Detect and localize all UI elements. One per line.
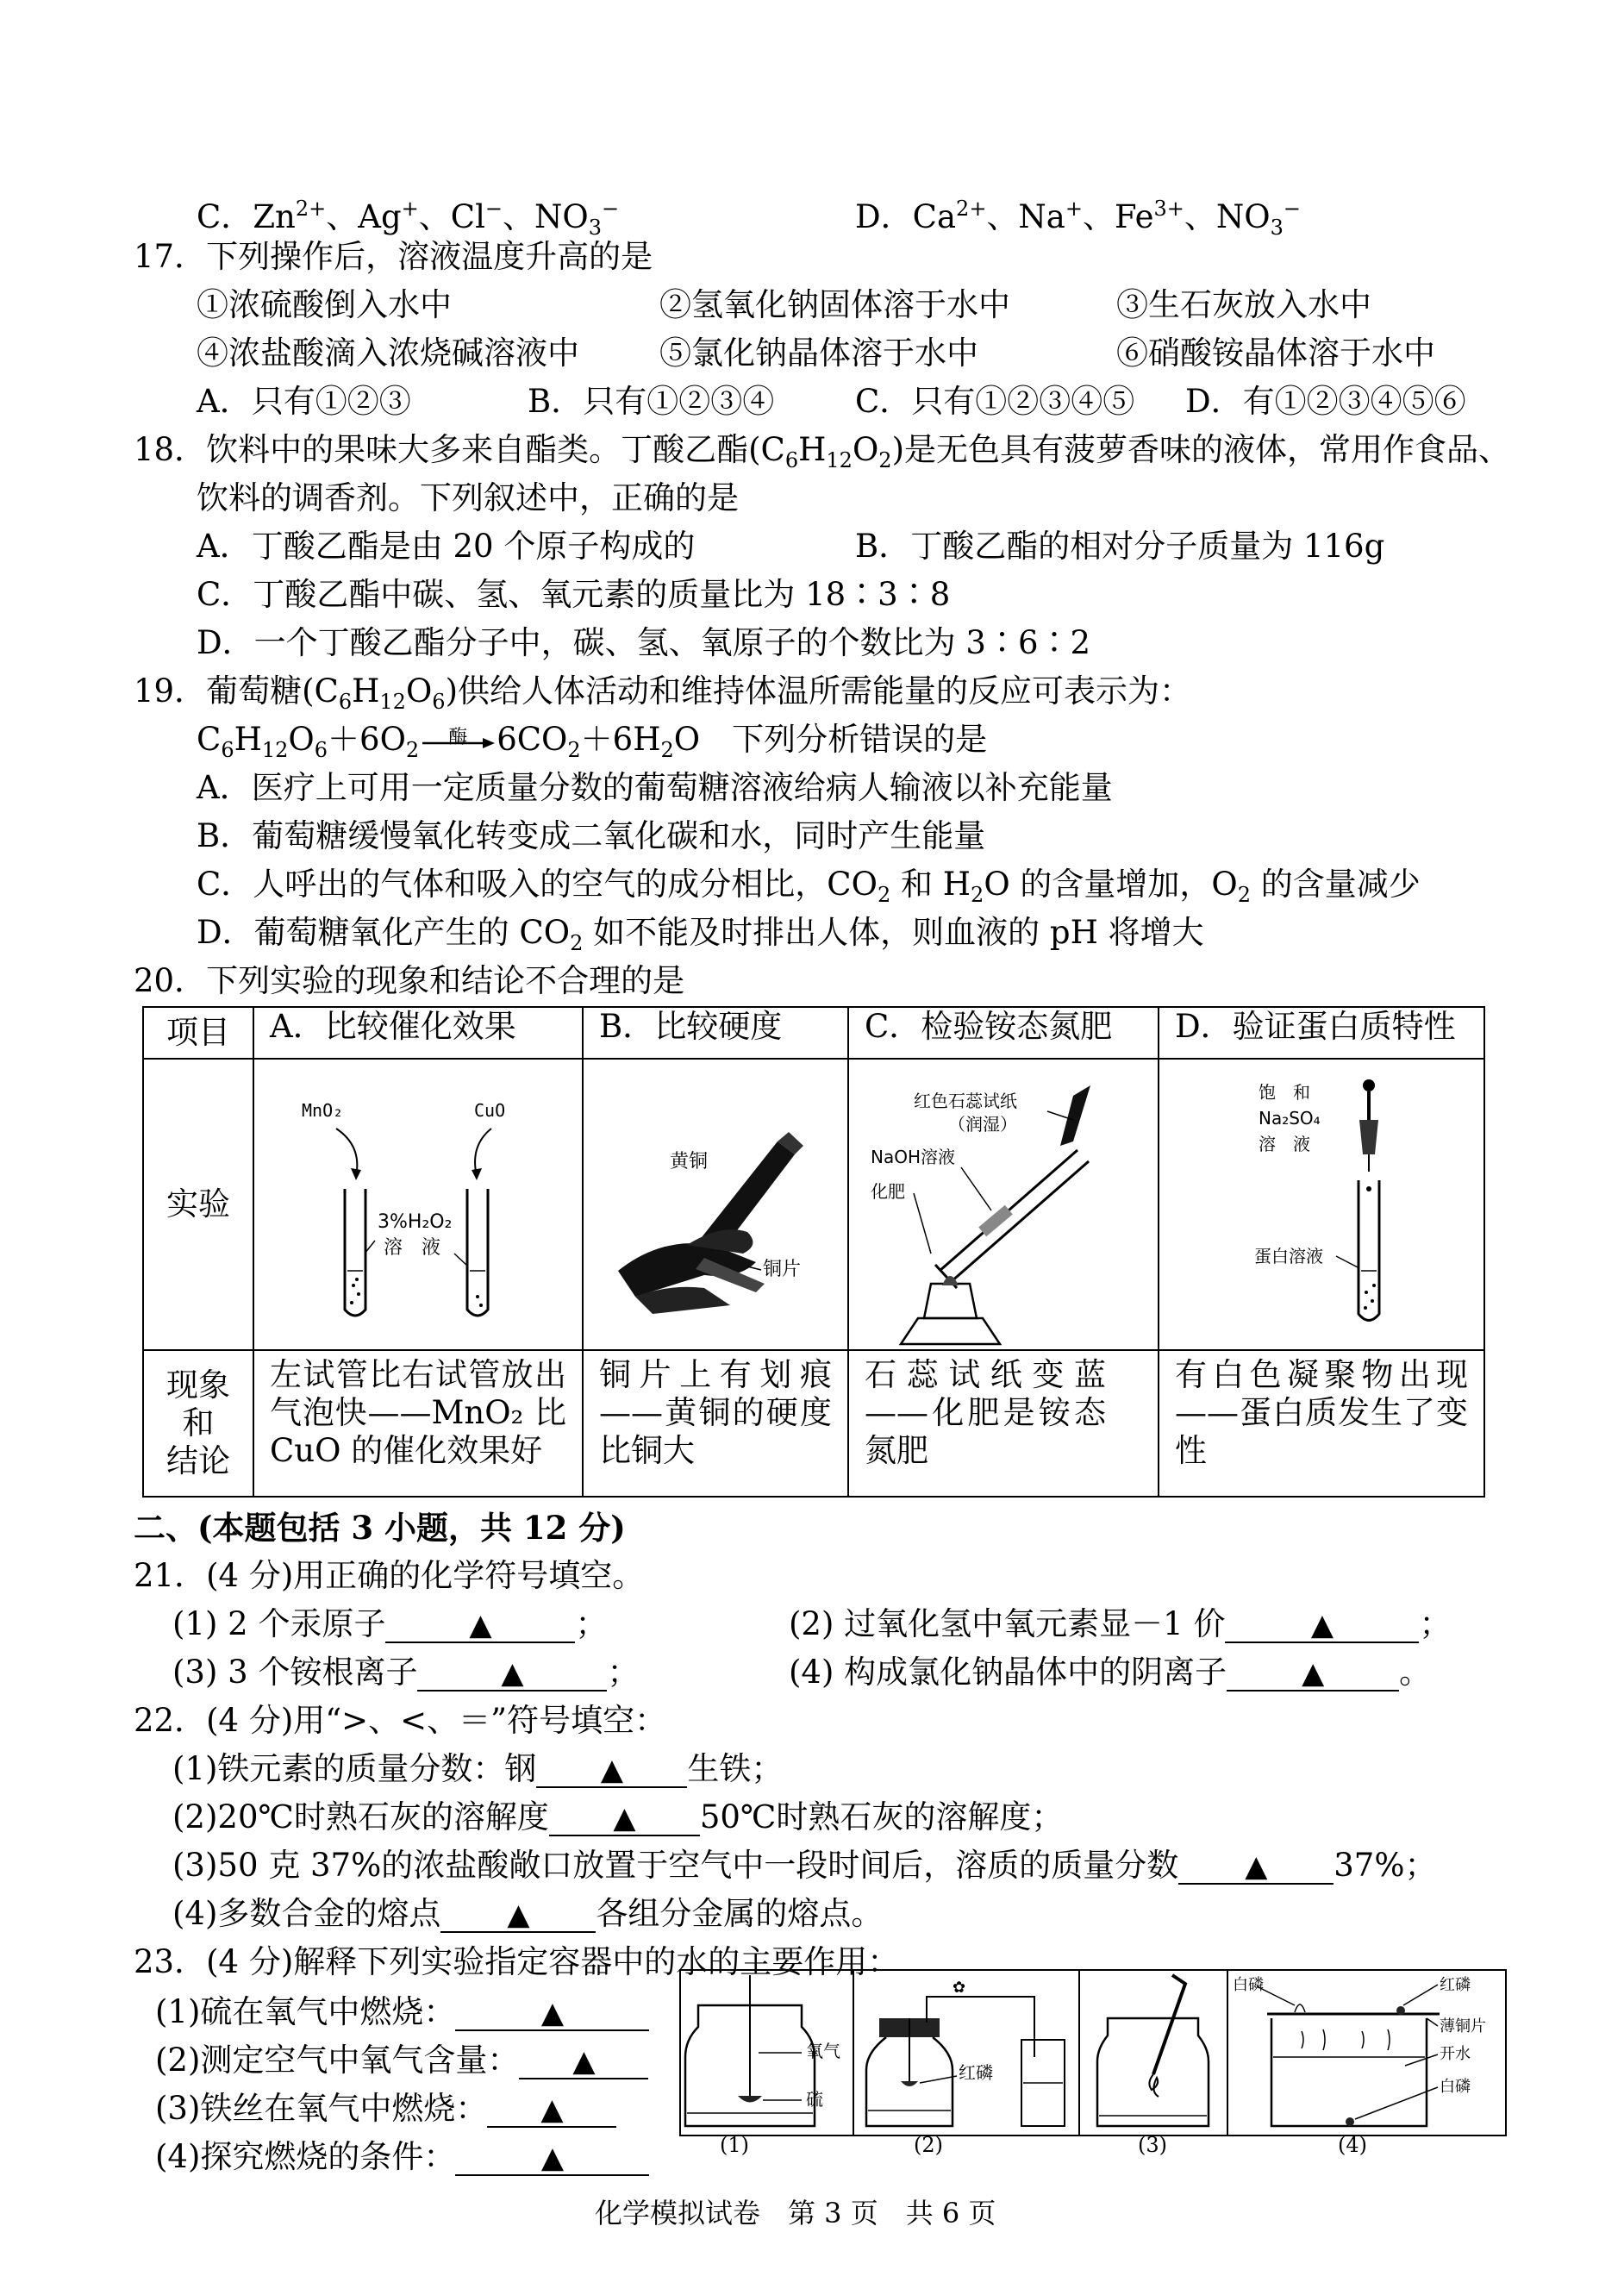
svg-text:黄铜: 黄铜: [670, 1151, 709, 1173]
q23-blank-1[interactable]: ▲: [455, 1995, 649, 2031]
q17-item-3: ③生石灰放入水中: [1116, 286, 1371, 323]
q17-stem: 17．下列操作后，溶液温度升高的是: [134, 238, 653, 275]
catalyst-test-tubes-figure: [254, 1060, 580, 1348]
q20-figure-d: [1159, 1059, 1484, 1350]
q22-blank-1[interactable]: ▲: [536, 1752, 687, 1788]
q18-option-d: D．一个丁酸乙酯分子中，碳、氢、氧原子的个数比为 3∶6∶2: [197, 624, 1091, 661]
q23-item-3: (3)铁丝在氧气中燃烧： ▲: [155, 2090, 616, 2128]
q21-item-4: (4) 构成氯化钠晶体中的阴离子 ▲ 。: [789, 1654, 1432, 1691]
svg-text:（润湿）: （润湿）: [948, 1114, 1017, 1135]
section-2-title: 二、(本题包括 3 小题，共 12 分): [134, 1509, 626, 1547]
q22-blank-4[interactable]: ▲: [440, 1897, 596, 1933]
q17-option-b: B．只有①②③④: [528, 383, 775, 420]
q20-row-experiment-label: 实验: [143, 1059, 253, 1350]
svg-text:薄铜片: 薄铜片: [1440, 2017, 1486, 2035]
q18-option-a: A．丁酸乙酯是由 20 个原子构成的: [197, 528, 696, 565]
q23-caption-2: (2): [914, 2133, 943, 2157]
q22-blank-2[interactable]: ▲: [549, 1800, 700, 1836]
q17-item-6: ⑥硝酸铵晶体溶于水中: [1116, 335, 1435, 372]
q20-conclusion-b: 铜片上有划痕——黄铜的硬度比铜大: [583, 1350, 848, 1497]
q23-stem: 23．(4 分)解释下列实验指定容器中的水的主要作用：: [134, 1943, 900, 1980]
q20-stem: 20．下列实验的现象和结论不合理的是: [134, 962, 685, 999]
q19-stem: 19．葡萄糖$(C_6H_{12}O_6)$供给人体活动和维持体温所需能量的反应可表示为：: [134, 672, 1192, 714]
q17-item-1: ①浓硫酸倒入水中: [197, 286, 452, 323]
q22-item-1: (1)铁元素的质量分数：钢 ▲ 生铁；: [172, 1750, 784, 1787]
q19-option-b: B．葡萄糖缓慢氧化转变成二氧化碳和水，同时产生能量: [197, 817, 986, 854]
svg-text:白磷: 白磷: [1440, 2078, 1471, 2096]
q18-option-c: C．丁酸乙酯中碳、氢、氧元素的质量比为 18∶3∶8: [197, 576, 951, 613]
svg-text:化肥: 化肥: [871, 1181, 905, 1202]
q19-option-a: A．医疗上可用一定质量分数的葡萄糖溶液给病人输液以补充能量: [197, 769, 1113, 806]
q20-figure-c: [848, 1059, 1159, 1350]
q21-item-2: (2) 过氧化氢中氧元素显－1 价 ▲ ；: [789, 1605, 1452, 1642]
q20-table: [142, 1006, 1485, 1498]
q19-equation: $C_6H_{12}O_6+6O_2$ 酶 $6CO_2+6H_2O$ 下列分析错误的是: [197, 721, 988, 762]
q20-head-c: C．检验铵态氮肥: [848, 1007, 1159, 1059]
q23-figures: [679, 1969, 1507, 2136]
protein-salting-figure: [1159, 1060, 1483, 1348]
ammonium-test-figure: [849, 1060, 1158, 1348]
svg-text:溶 液: 溶 液: [384, 1237, 441, 1259]
svg-text:氧气: 氧气: [806, 2041, 840, 2061]
q18-option-b: B．丁酸乙酯的相对分子质量为 116g: [855, 528, 1385, 565]
q20-figure-b: [583, 1059, 848, 1350]
svg-text:溶 液: 溶 液: [1259, 1134, 1310, 1154]
q17-item-5: ⑤氯化钠晶体溶于水中: [659, 335, 978, 372]
q21-blank-4[interactable]: ▲: [1227, 1655, 1399, 1692]
q21-stem: 21．(4 分)用正确的化学符号填空。: [134, 1557, 645, 1594]
q19-option-c: C．人呼出的气体和吸入的空气的成分相比，$CO_2$ 和 $H_2O$ 的含量增加，$O_2$ 的含量减少: [197, 866, 1421, 907]
q23-blank-2[interactable]: ▲: [519, 2043, 648, 2079]
svg-text:3%H₂O₂: 3%H₂O₂: [378, 1211, 453, 1233]
water-role-figures: [681, 1971, 1505, 2135]
q23-caption-3: (3): [1138, 2133, 1167, 2157]
q23-caption-4: (4): [1338, 2133, 1367, 2157]
q20-head-b: B．比较硬度: [583, 1007, 848, 1059]
svg-text:红色石蕊试纸: 红色石蕊试纸: [914, 1091, 1017, 1111]
q22-stem: 22．(4 分)用“>、<、＝”符号填空：: [134, 1702, 667, 1739]
svg-text:CuO: CuO: [474, 1100, 506, 1121]
q22-blank-3[interactable]: ▲: [1178, 1848, 1334, 1885]
q16-option-c: C．$Zn^{2+}$、Ag+、Cl−、$NO_3^-$: [197, 197, 620, 240]
svg-text:✿: ✿: [953, 1979, 966, 1997]
q19-option-d: D．葡萄糖氧化产生的 $CO_2$ 如不能及时排出人体，则血液的 pH 将增大: [197, 914, 1204, 955]
q20-conclusion-c: 石蕊试纸变蓝——化肥是铵态氮肥: [848, 1350, 1159, 1497]
q18-stem-line1: 18．饮料中的果味大多来自酯类。丁酸乙酯$(C_6H_{12}O_2)$是无色具有菠萝香味的液体，常用作食品、: [134, 431, 1511, 472]
q22-item-3: (3)50 克 37%的浓盐酸敞口放置于空气中一段时间后，溶质的质量分数 ▲ 37%；: [172, 1847, 1437, 1884]
svg-text:白磷: 白磷: [1233, 1976, 1264, 1994]
q17-option-c: C．只有①②③④⑤: [855, 383, 1135, 420]
q23-caption-1: (1): [720, 2133, 749, 2157]
q20-figure-a: [253, 1059, 583, 1350]
q20-row-conclusion-label: 现象 和 结论: [143, 1350, 253, 1497]
q17-option-a: A．只有①②③: [197, 383, 411, 420]
q23-item-2: (2)测定空气中氧气含量： ▲: [155, 2042, 648, 2079]
q22-item-4: (4)多数合金的熔点 ▲ 各组分金属的熔点。: [172, 1895, 884, 1932]
q17-item-4: ④浓盐酸滴入浓烧碱溶液中: [197, 335, 579, 372]
q20-head-d: D．验证蛋白质特性: [1159, 1007, 1484, 1059]
q23-item-4: (4)探究燃烧的条件： ▲: [155, 2138, 649, 2176]
svg-text:Na₂SO₄: Na₂SO₄: [1259, 1108, 1321, 1129]
svg-text:NaOH溶液: NaOH溶液: [871, 1147, 955, 1167]
page-footer: 化学模拟试卷 第 3 页 共 6 页: [595, 2197, 996, 2229]
q23-item-1: (1)硫在氧气中燃烧： ▲: [155, 1993, 649, 2031]
q20-head-a: A．比较催化效果: [253, 1007, 583, 1059]
q17-item-2: ②氢氧化钠固体溶于水中: [659, 286, 1010, 323]
q20-conclusion-a: 左试管比右试管放出气泡快——MnO₂ 比 CuO 的催化效果好: [253, 1350, 583, 1497]
svg-text:铜片: 铜片: [763, 1259, 802, 1280]
svg-text:开水: 开水: [1440, 2045, 1471, 2063]
q20-head-item: 项目: [143, 1007, 253, 1059]
q22-item-2: (2)20℃时熟石灰的溶解度 ▲ 50℃时熟石灰的溶解度；: [172, 1798, 1064, 1835]
svg-text:饱 和: 饱 和: [1259, 1082, 1310, 1103]
q17-option-d: D．有①②③④⑤⑥: [1185, 383, 1466, 420]
q21-item-3: (3) 3 个铵根离子 ▲ ；: [172, 1654, 640, 1691]
q18-stem-line2: 饮料的调香剂。下列叙述中，正确的是: [197, 479, 739, 516]
svg-text:红磷: 红磷: [959, 2062, 993, 2083]
q23-blank-3[interactable]: ▲: [487, 2092, 616, 2128]
q21-item-1: (1) 2 个汞原子 ▲ ；: [172, 1605, 608, 1642]
q23-blank-4[interactable]: ▲: [455, 2140, 649, 2176]
hardness-scratch-figure: [584, 1060, 847, 1348]
q20-conclusion-d: 有白色凝聚物出现——蛋白质发生了变性: [1159, 1350, 1484, 1497]
q21-blank-2[interactable]: ▲: [1225, 1607, 1419, 1643]
q21-blank-1[interactable]: ▲: [385, 1607, 575, 1643]
reaction-arrow: 酶: [419, 721, 497, 759]
svg-text:蛋白溶液: 蛋白溶液: [1254, 1246, 1323, 1266]
svg-text:MnO₂: MnO₂: [302, 1100, 344, 1121]
svg-text:硫: 硫: [806, 2089, 823, 2110]
q16-option-d: D．$Ca^{2+}$、Na+、$Fe^{3+}$、$NO_3^-$: [855, 197, 1302, 240]
q21-blank-3[interactable]: ▲: [417, 1655, 607, 1692]
svg-text:红磷: 红磷: [1440, 1976, 1471, 1994]
